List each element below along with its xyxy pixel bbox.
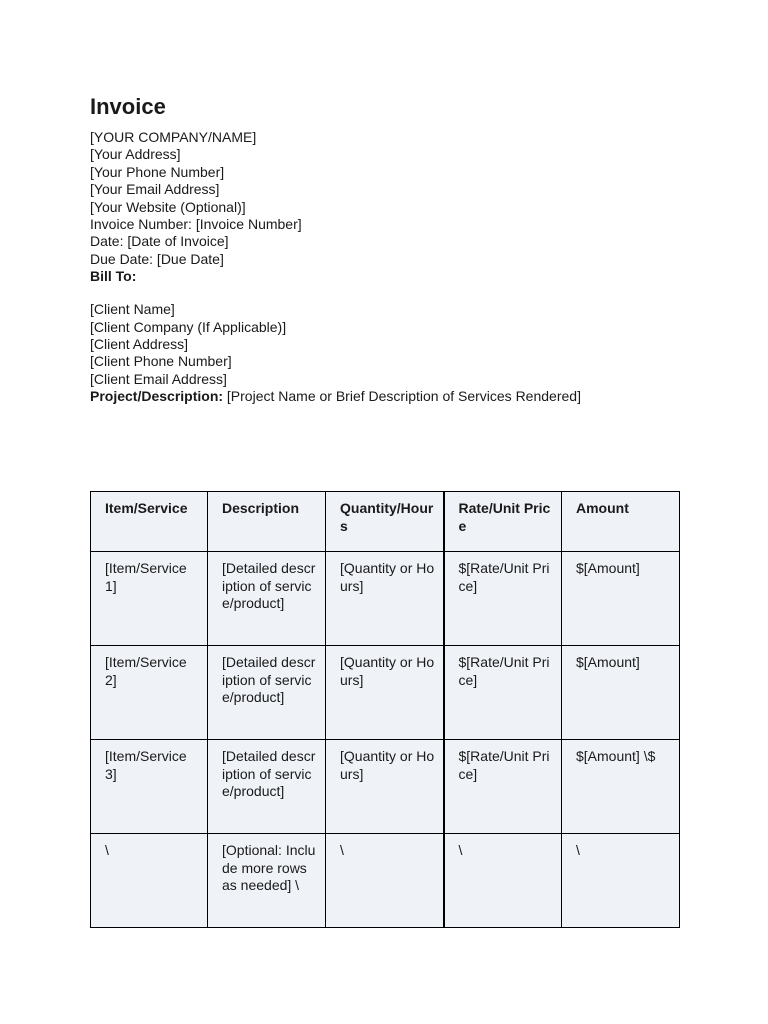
invoice-number: Invoice Number: [Invoice Number] <box>90 216 302 233</box>
invoice-document <box>90 94 690 406</box>
header-quantity-hours: Quantity/Hours <box>326 492 444 552</box>
header-amount: Amount <box>562 492 680 552</box>
sender-website: [Your Website (Optional)] <box>90 198 246 215</box>
cell-item-service: [Item/Service 1] <box>91 552 208 646</box>
sender-phone: [Your Phone Number] <box>90 163 225 180</box>
cell-rate: $[Rate/Unit Price] <box>444 740 562 834</box>
sender-company: [YOUR COMPANY/NAME] <box>90 129 257 145</box>
cell-quantity: [Quantity or Hours] <box>326 740 444 834</box>
table-row <box>91 740 680 834</box>
invoice-title: Invoice <box>90 94 166 119</box>
table-row <box>91 834 680 928</box>
cell-description: [Detailed description of service/product] <box>208 740 326 834</box>
cell-quantity: [Quantity or Hours] <box>326 646 444 740</box>
table-header-row <box>91 492 680 552</box>
table-row <box>91 552 680 646</box>
table-row <box>91 646 680 740</box>
cell-amount: $[Amount] <box>562 552 680 646</box>
project-description <box>90 388 690 405</box>
cell-item-service: [Item/Service 2] <box>91 646 208 740</box>
client-company: [Client Company (If Applicable)] <box>90 318 287 335</box>
cell-amount: \ <box>562 834 680 928</box>
bill-to-label: Bill To: <box>90 268 137 285</box>
cell-quantity: \ <box>326 834 444 928</box>
cell-rate: $[Rate/Unit Price] <box>444 646 562 740</box>
cell-rate: \ <box>444 834 562 928</box>
client-email: [Client Email Address] <box>90 370 227 387</box>
client-address: [Client Address] <box>90 335 189 352</box>
client-phone: [Client Phone Number] <box>90 353 232 370</box>
sender-email: [Your Email Address] <box>90 181 220 198</box>
invoice-date: Date: [Date of Invoice] <box>90 233 229 250</box>
invoice-due-date: Due Date: [Due Date] <box>90 250 224 267</box>
cell-rate: $[Rate/Unit Price] <box>444 552 562 646</box>
cell-description: [Detailed description of service/product] <box>208 646 326 740</box>
cell-amount: $[Amount] <box>562 646 680 740</box>
spacer <box>90 286 690 302</box>
cell-description: [Optional: Include more rows as needed] \ <box>208 834 326 928</box>
cell-quantity: [Quantity or Hours] <box>326 552 444 646</box>
header-description: Description <box>208 492 326 552</box>
cell-item-service: [Item/Service 3] <box>91 740 208 834</box>
header-item-service: Item/Service <box>91 492 208 552</box>
cell-amount: $[Amount] \$ <box>562 740 680 834</box>
project-value: [Project Name or Brief Description of Services Rendered] <box>223 388 581 405</box>
cell-item-service: \ <box>91 834 208 928</box>
invoice-items-table <box>90 491 680 928</box>
sender-address: [Your Address] <box>90 146 181 163</box>
header-rate-unit-price: Rate/Unit Price <box>444 492 562 552</box>
client-name: [Client Name] <box>90 301 175 318</box>
project-label: Project/Description: <box>90 388 224 405</box>
cell-description: [Detailed description of service/product] <box>208 552 326 646</box>
